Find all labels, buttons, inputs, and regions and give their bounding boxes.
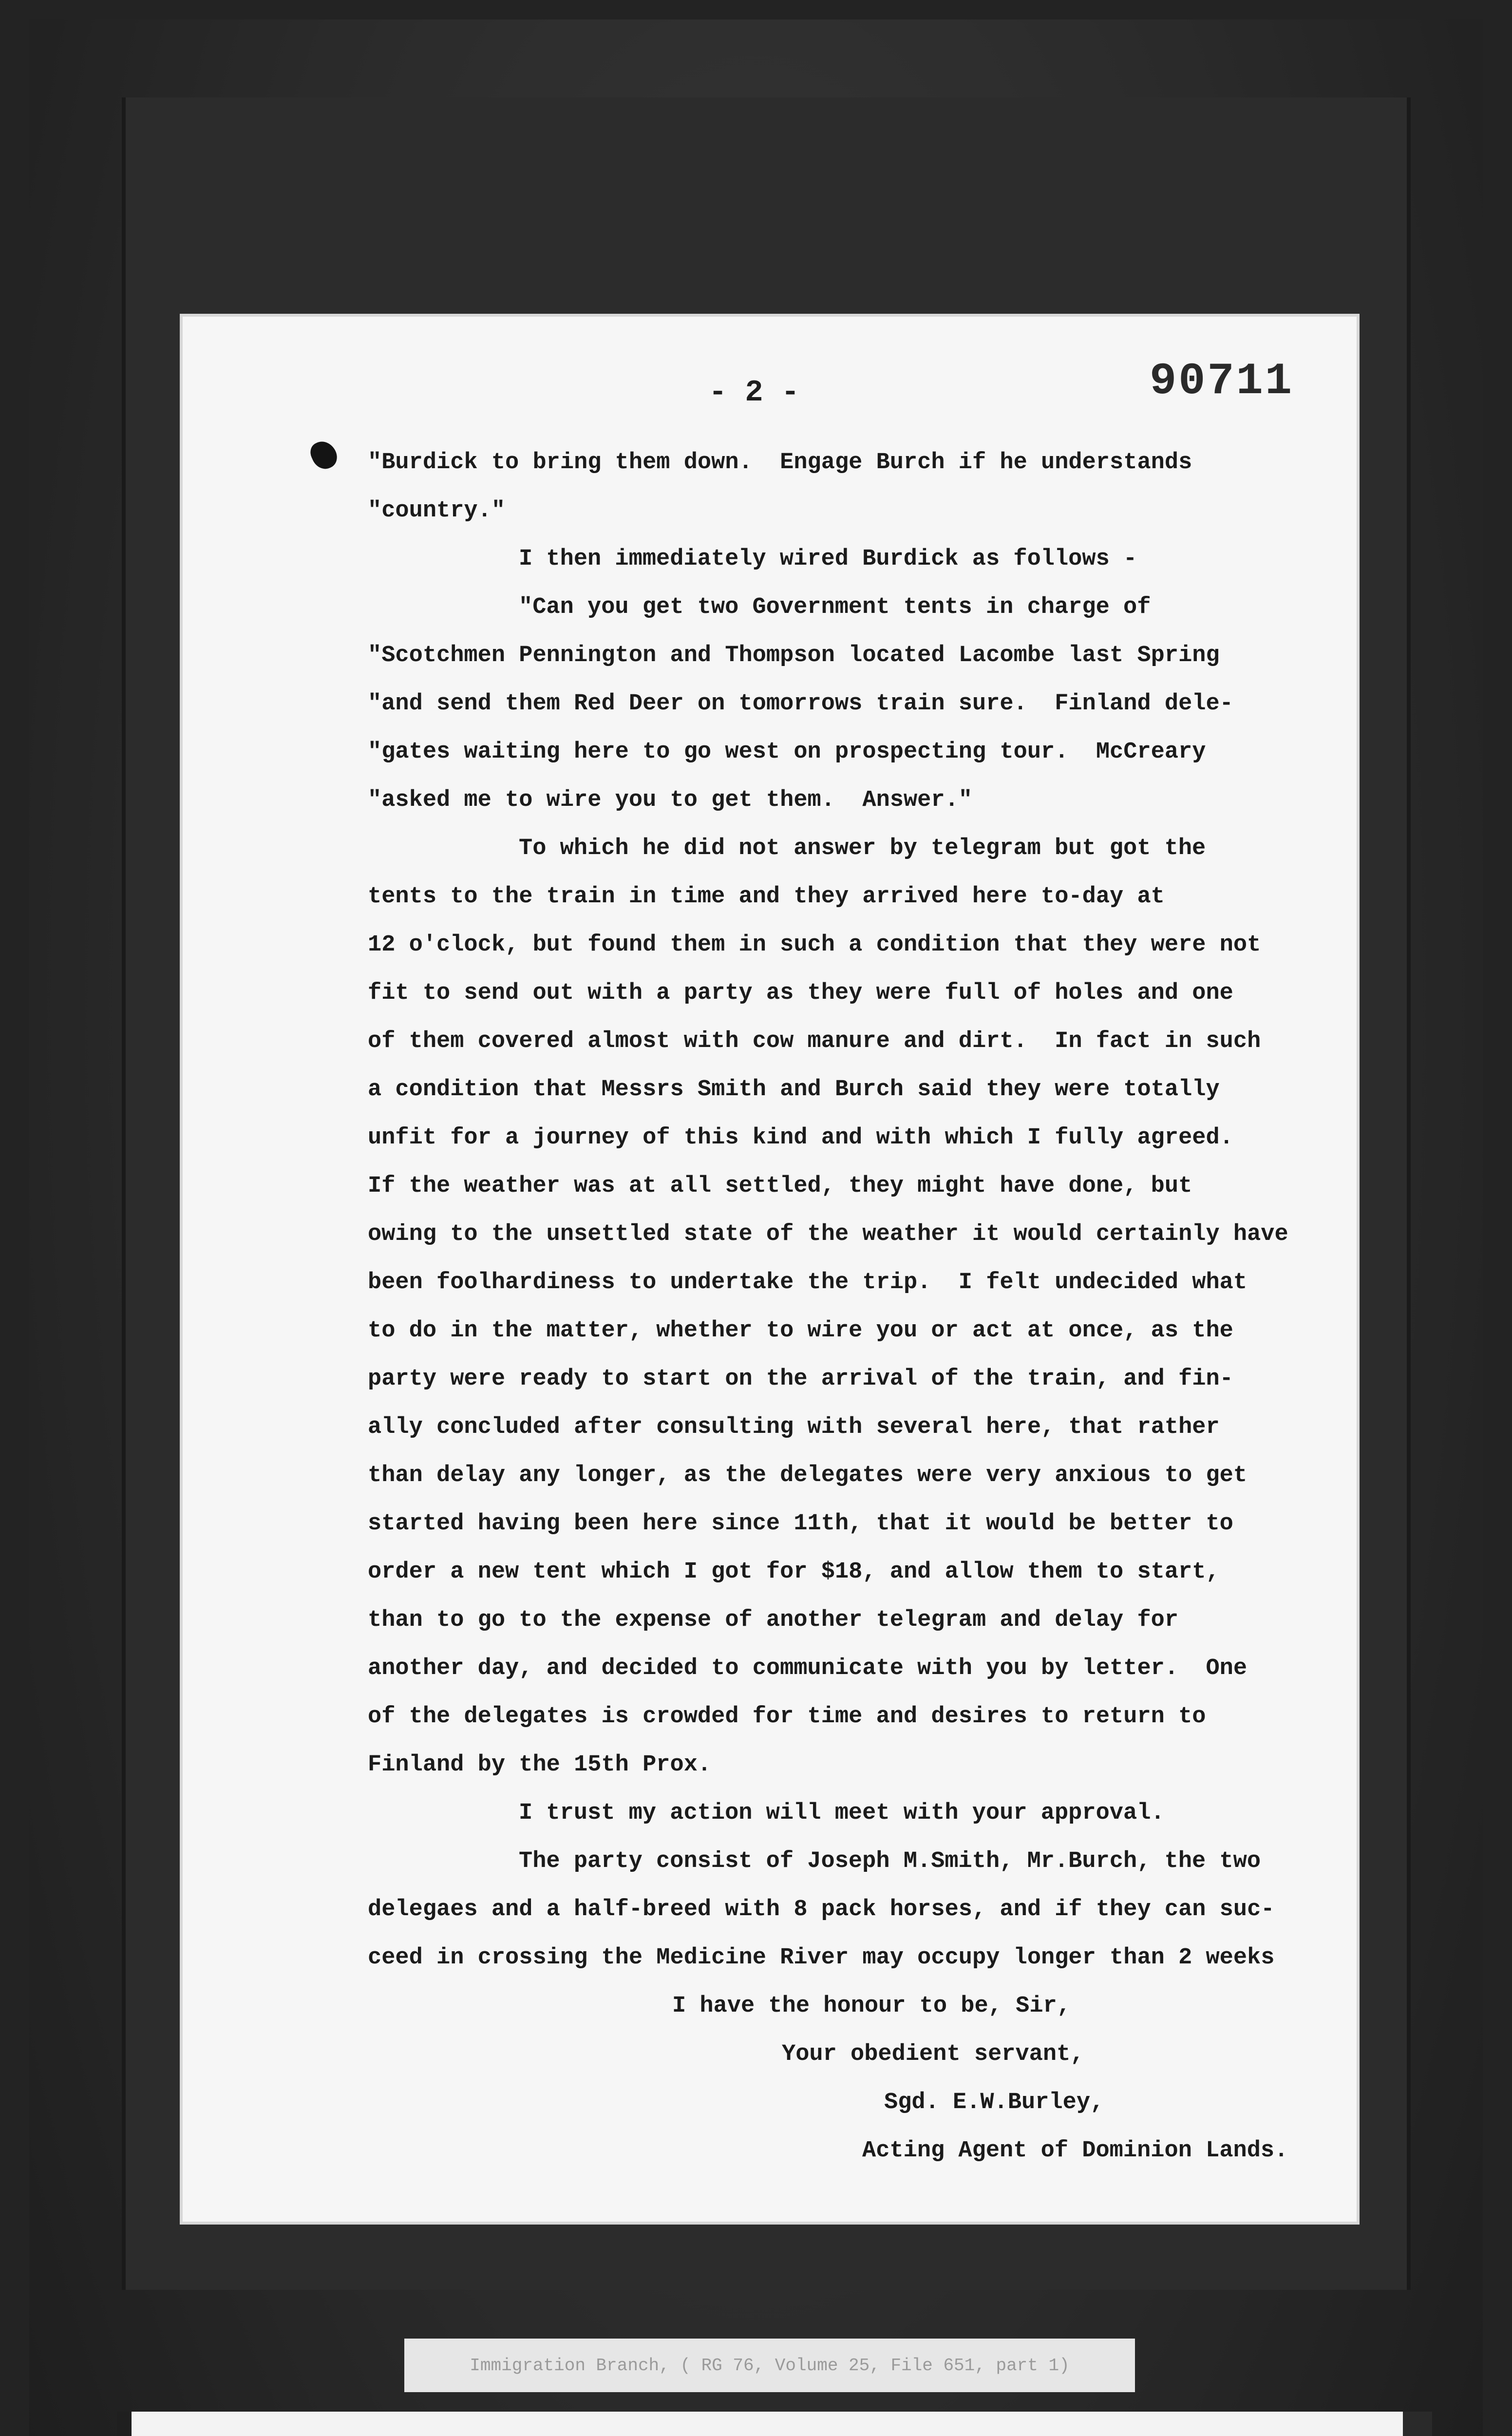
letter-line: I then immediately wired Burdick as follows - xyxy=(519,546,1137,572)
letter-line: "gates waiting here to go west on prospecting tour. McCreary xyxy=(368,739,1206,765)
letter-line: "and send them Red Deer on tomorrows train sure. Finland dele- xyxy=(368,691,1233,717)
letter-line: "Scotchmen Pennington and Thompson located Lacombe last Spring xyxy=(368,643,1220,668)
letter-line: 12 o'clock, but found them in such a condition that they were not xyxy=(368,932,1261,958)
film-reel-label xyxy=(404,2339,1135,2392)
letter-line: been foolhardiness to undertake the trip. I felt undecided what xyxy=(368,1270,1247,1295)
signatory-title: Acting Agent of Dominion Lands. xyxy=(862,2138,1288,2164)
letter-line: order a new tent which I got for $18, and allow them to start, xyxy=(368,1559,1220,1585)
letter-line: "Burdick to bring them down. Engage Burch if he understands xyxy=(368,450,1192,476)
closing-line: I have the honour to be, Sir, xyxy=(672,1993,1071,2019)
letter-line: "country." xyxy=(368,498,506,524)
letter-line: I trust my action will meet with your approval. xyxy=(519,1800,1165,1826)
signature-line: Sgd. E.W.Burley, xyxy=(884,2090,1104,2115)
page-number: - 2 - xyxy=(709,375,800,410)
letter-line: To which he did not answer by telegram but got the xyxy=(519,836,1206,861)
film-reel-label-text: Immigration Branch, ( RG 76, Volume 25, File 651, part 1) xyxy=(470,2355,1070,2376)
letter-line: Finland by the 15th Prox. xyxy=(368,1752,712,1778)
letter-line: started having been here since 11th, that it would be better to xyxy=(368,1511,1233,1537)
letter-line: of them covered almost with cow manure and dirt. In fact in such xyxy=(368,1028,1261,1054)
ink-blot-mark xyxy=(307,437,341,473)
letter-line: of the delegates is crowded for time and desires to return to xyxy=(368,1704,1206,1730)
letter-line: delegaes and a half-breed with 8 pack horses, and if they can suc- xyxy=(368,1897,1275,1922)
letter-line: ally concluded after consulting with several here, that rather xyxy=(368,1414,1220,1440)
typed-letter-page xyxy=(183,317,1357,2222)
letter-line: than delay any longer, as the delegates were very anxious to get xyxy=(368,1463,1247,1488)
letter-line: another day, and decided to communicate with you by letter. One xyxy=(368,1656,1247,1681)
archives-card xyxy=(117,2412,1432,2436)
letter-line: tents to the train in time and they arrived here to-day at xyxy=(368,884,1165,910)
letter-line: The party consist of Joseph M.Smith, Mr.Burch, the two xyxy=(519,1848,1261,1874)
letter-line: owing to the unsettled state of the weather it would certainly have xyxy=(368,1221,1288,1247)
letter-line: than to go to the expense of another telegram and delay for xyxy=(368,1607,1179,1633)
reference-number: 90711 xyxy=(1150,356,1294,407)
letter-line: to do in the matter, whether to wire you or act at once, as the xyxy=(368,1318,1233,1344)
letter-line: unfit for a journey of this kind and with which I fully agreed. xyxy=(368,1125,1233,1151)
closing-line: Your obedient servant, xyxy=(782,2041,1084,2067)
letter-line: If the weather was at all settled, they might have done, but xyxy=(368,1173,1192,1199)
letter-body xyxy=(368,438,1342,2175)
letter-line: "Can you get two Government tents in charge of xyxy=(519,594,1151,620)
letter-line: a condition that Messrs Smith and Burch said they were totally xyxy=(368,1077,1220,1103)
letter-line: ceed in crossing the Medicine River may occupy longer than 2 weeks xyxy=(368,1945,1275,1971)
letter-line: "asked me to wire you to get them. Answer." xyxy=(368,787,973,813)
letter-line: party were ready to start on the arrival of the train, and fin- xyxy=(368,1366,1233,1392)
letter-line: fit to send out with a party as they were full of holes and one xyxy=(368,980,1233,1006)
